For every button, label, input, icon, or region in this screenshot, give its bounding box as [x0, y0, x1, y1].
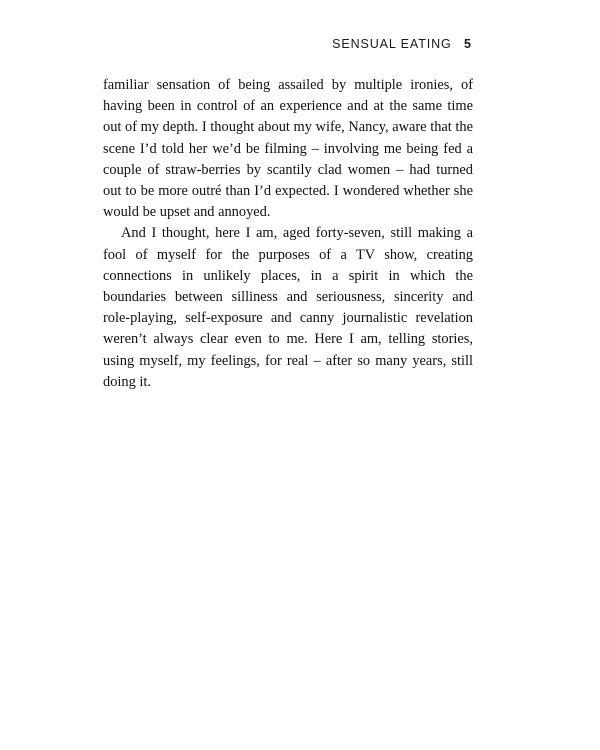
- running-head: [332, 37, 471, 51]
- page-number: 5: [464, 37, 471, 51]
- paragraph-continued: familiar sensation of being assailed by multiple ironies, of having been in control of an experience and at the same time out of my depth. I thought about my wife, Nancy, aware that the scene I’d told her we’d be filming – involving me being fed a couple of straw-berries by scantily clad women – had turned out to be more outré than I’d expected. I wondered whether she would be upset and annoyed.: [103, 77, 473, 221]
- paragraph: And I thought, here I am, aged forty-seven, still making a fool of myself for the purposes of a TV show, creating connections in unlikely places, in a spirit in which the boundaries between silliness and seriousness, sincerity and role-playing, self-exposure and canny journalistic revelation weren’t always clear even to me. Here I am, telling stories, using myself, my feelings, for real – after so many years, still doing it.: [103, 225, 473, 390]
- chapter-title: SENSUAL EATING: [332, 37, 452, 51]
- body-text: [103, 75, 473, 393]
